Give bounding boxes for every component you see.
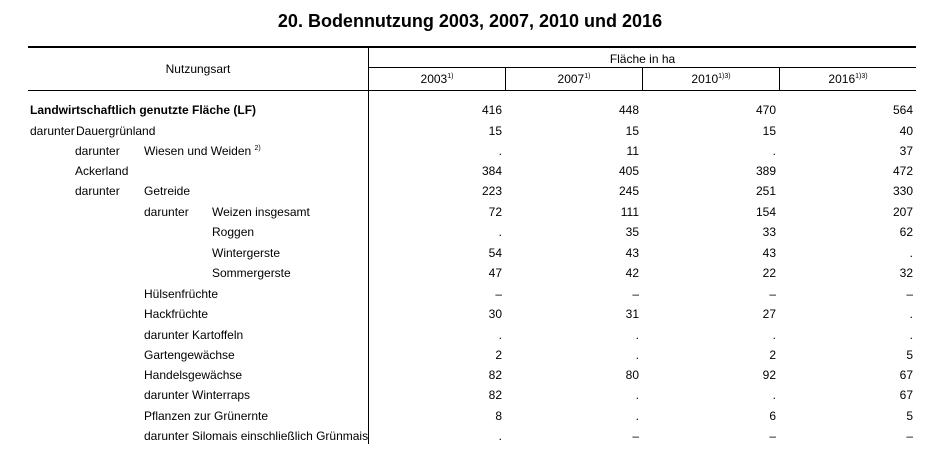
cell-value: 15 <box>762 124 776 138</box>
header-year-2003: 2003$^{1)}$ <box>420 72 454 86</box>
cell-value: 82 <box>488 388 502 402</box>
cell-value: 245 <box>618 184 639 198</box>
cell-value: 35 <box>625 225 639 239</box>
cell-value: 30 <box>488 307 502 321</box>
cell-value: 80 <box>625 368 639 382</box>
row-label: darunter <box>75 184 120 198</box>
cell-value: 207 <box>892 205 913 219</box>
cell-value: 5 <box>906 409 913 423</box>
cell-value: . <box>772 328 776 342</box>
row-label: Hackfrüchte <box>144 307 209 321</box>
cell-value: 389 <box>755 164 776 178</box>
row-label: Pflanzen zur Grünernte <box>144 409 269 423</box>
cell-value: . <box>909 307 913 321</box>
cell-value: . <box>635 348 639 362</box>
cell-value: . <box>498 225 502 239</box>
cell-value: 54 <box>488 246 502 260</box>
cell-value: 223 <box>481 184 502 198</box>
header-bottom-rule <box>28 90 916 91</box>
cell-value: 5 <box>906 348 913 362</box>
cell-value: – <box>769 429 776 443</box>
cell-value: 6 <box>769 409 776 423</box>
cell-value: 32 <box>899 266 913 280</box>
cell-value: . <box>498 429 502 443</box>
cell-value: 15 <box>625 124 639 138</box>
cell-value: – <box>769 287 776 301</box>
row-label: Getreide <box>144 184 191 198</box>
row-label: Ackerland <box>75 164 129 178</box>
row-label: Landwirtschaftlich genutzte Fläche (LF) <box>30 103 257 117</box>
cell-value: 33 <box>762 225 776 239</box>
cell-value: 564 <box>892 103 913 117</box>
cell-value: – <box>495 287 502 301</box>
header-year-2016: $2016^{1)3)}$ <box>828 72 868 86</box>
cell-value: – <box>632 287 639 301</box>
cell-value: 92 <box>762 368 776 382</box>
cell-value: . <box>909 246 913 260</box>
cell-value: 2 <box>769 348 776 362</box>
cell-value: 330 <box>892 184 913 198</box>
cell-value: 43 <box>625 246 639 260</box>
column-divider <box>368 47 369 444</box>
row-label: Weizen insgesamt <box>212 205 310 219</box>
cell-value: 82 <box>488 368 502 382</box>
row-label: Handelsgewächse <box>144 368 243 382</box>
cell-value: 470 <box>755 103 776 117</box>
cell-value: 251 <box>755 184 776 198</box>
cell-value: 11 <box>626 144 639 158</box>
cell-value: 8 <box>495 409 502 423</box>
cell-value: 448 <box>618 103 639 117</box>
cell-value: 72 <box>488 205 502 219</box>
row-label: Wintergerste <box>212 246 281 260</box>
cell-value: 67 <box>899 368 913 382</box>
table-title: 20. Bodennutzung 2003, 2007, 2010 und 2016 <box>277 11 663 31</box>
header-flaeche: Fläche in ha <box>609 52 676 66</box>
row-label: Roggen <box>212 225 255 239</box>
row-label: darunter <box>144 205 189 219</box>
cell-value: 384 <box>481 164 502 178</box>
cell-value: – <box>906 287 913 301</box>
cell-value: . <box>772 388 776 402</box>
cell-value: 42 <box>625 266 639 280</box>
header-year-2010: $2010^{1)3)}$ <box>691 72 731 86</box>
cell-value: – <box>906 429 913 443</box>
row-label: darunter Silomais einschließlich Grünmais <box>144 429 369 443</box>
cell-value: 37 <box>899 144 913 158</box>
header-nutzungsart: Nutzungsart <box>165 62 231 76</box>
cell-value: 43 <box>762 246 776 260</box>
cell-value: 31 <box>625 307 639 321</box>
cell-value: 27 <box>762 307 776 321</box>
row-label: Wiesen und Weiden $^{2)}$ <box>144 144 261 158</box>
header-year-2007: 2007$^{1)}$ <box>557 72 591 86</box>
cell-value: 47 <box>488 266 502 280</box>
cell-value: . <box>635 409 639 423</box>
cell-value: . <box>909 328 913 342</box>
cell-value: . <box>635 388 639 402</box>
row-label: Gartengewächse <box>144 348 235 362</box>
cell-value: . <box>498 328 502 342</box>
row-label: darunter <box>75 144 120 158</box>
cell-value: . <box>498 144 502 158</box>
cell-value: 472 <box>892 164 913 178</box>
row-label: Dauergrünland <box>76 124 156 138</box>
cell-value: 15 <box>488 124 502 138</box>
row-label: darunter Kartoffeln <box>144 328 244 342</box>
cell-value: 405 <box>618 164 639 178</box>
header-top-rule <box>28 46 916 48</box>
cell-value: 67 <box>899 388 913 402</box>
cell-value: – <box>632 429 639 443</box>
cell-value: 154 <box>755 205 776 219</box>
row-label: darunter Winterraps <box>144 388 251 402</box>
cell-value: 22 <box>762 266 776 280</box>
cell-value: 416 <box>481 103 502 117</box>
cell-value: 111 <box>620 205 639 219</box>
cell-value: . <box>772 144 776 158</box>
cell-value: 62 <box>899 225 913 239</box>
cell-value: . <box>635 328 639 342</box>
cell-value: 40 <box>899 124 913 138</box>
cell-value: 2 <box>495 348 502 362</box>
row-label: darunter <box>30 124 75 138</box>
row-label: Sommergerste <box>212 266 291 280</box>
row-label: Hülsenfrüchte <box>144 287 219 301</box>
